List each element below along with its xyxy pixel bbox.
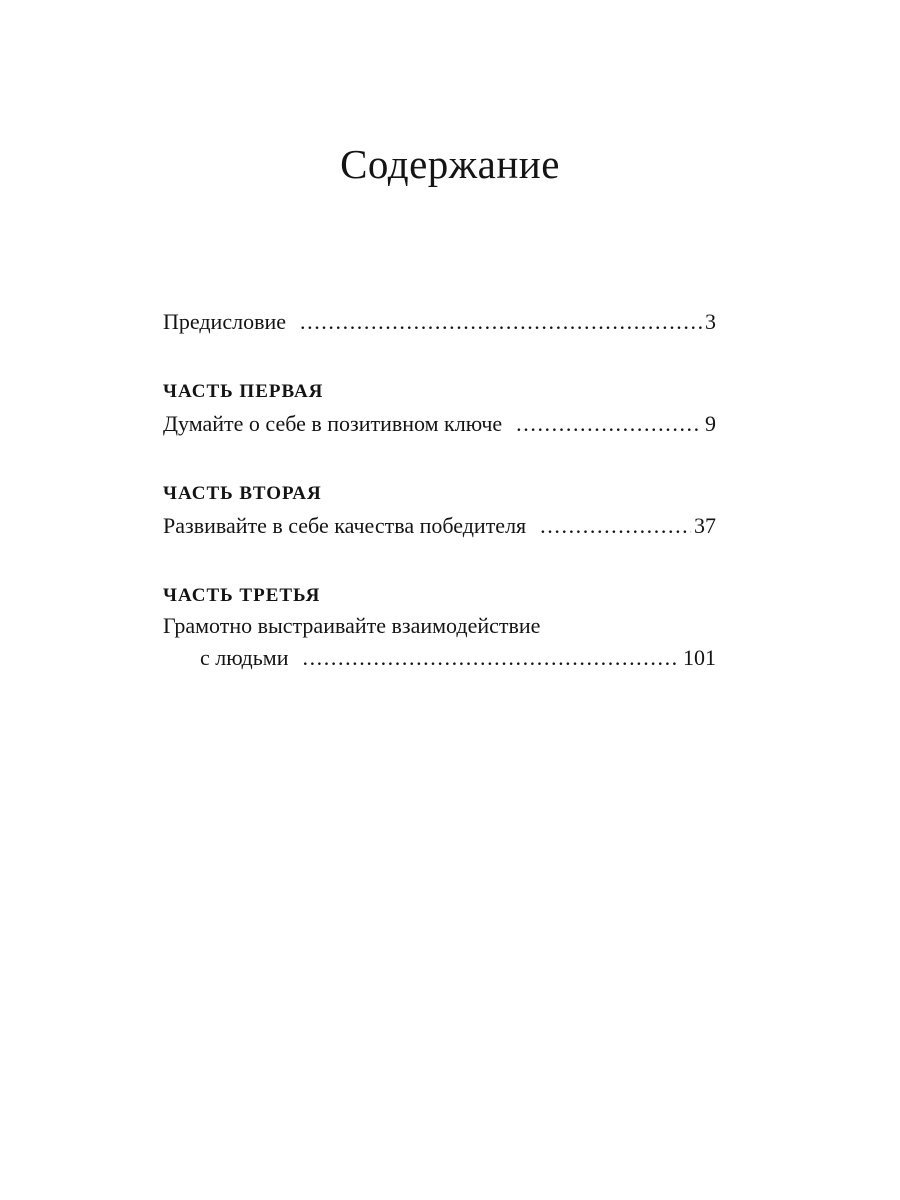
toc-entry-preface[interactable] xyxy=(163,305,716,339)
toc-section-part-1 xyxy=(163,377,716,441)
toc-entry-title-line-1[interactable]: Грамотно выстраивайте взаимодействие xyxy=(163,613,541,638)
table-of-contents xyxy=(163,305,716,675)
page-title: Содержание xyxy=(340,141,560,187)
toc-entry-title: Предисловие xyxy=(163,309,286,334)
toc-page-number: 9 xyxy=(705,411,716,436)
toc-section-preface xyxy=(163,305,716,339)
toc-page-number: 3 xyxy=(705,309,716,334)
toc-page-number: 101 xyxy=(683,645,716,670)
toc-entry-part-2[interactable] xyxy=(163,509,716,543)
toc-page-number: 37 xyxy=(694,513,716,538)
part-label: ЧАСТЬ ПЕРВАЯ xyxy=(163,381,324,402)
toc-entry-part-1[interactable] xyxy=(163,407,716,441)
toc-entry-title-line-2: с людьми xyxy=(200,645,289,670)
dot-leader xyxy=(302,641,680,675)
toc-entry-part-3[interactable] xyxy=(163,641,716,675)
dot-leader xyxy=(516,407,702,441)
toc-entry-title: Думайте о себе в позитивном ключе xyxy=(163,411,503,436)
dot-leader xyxy=(300,305,702,339)
part-label: ЧАСТЬ ТРЕТЬЯ xyxy=(163,585,321,606)
toc-entry-title: Развивайте в себе качества победителя xyxy=(163,513,527,538)
toc-section-part-2 xyxy=(163,479,716,543)
dot-leader xyxy=(540,509,691,543)
toc-section-part-3 xyxy=(163,581,716,675)
part-label: ЧАСТЬ ВТОРАЯ xyxy=(163,483,322,504)
